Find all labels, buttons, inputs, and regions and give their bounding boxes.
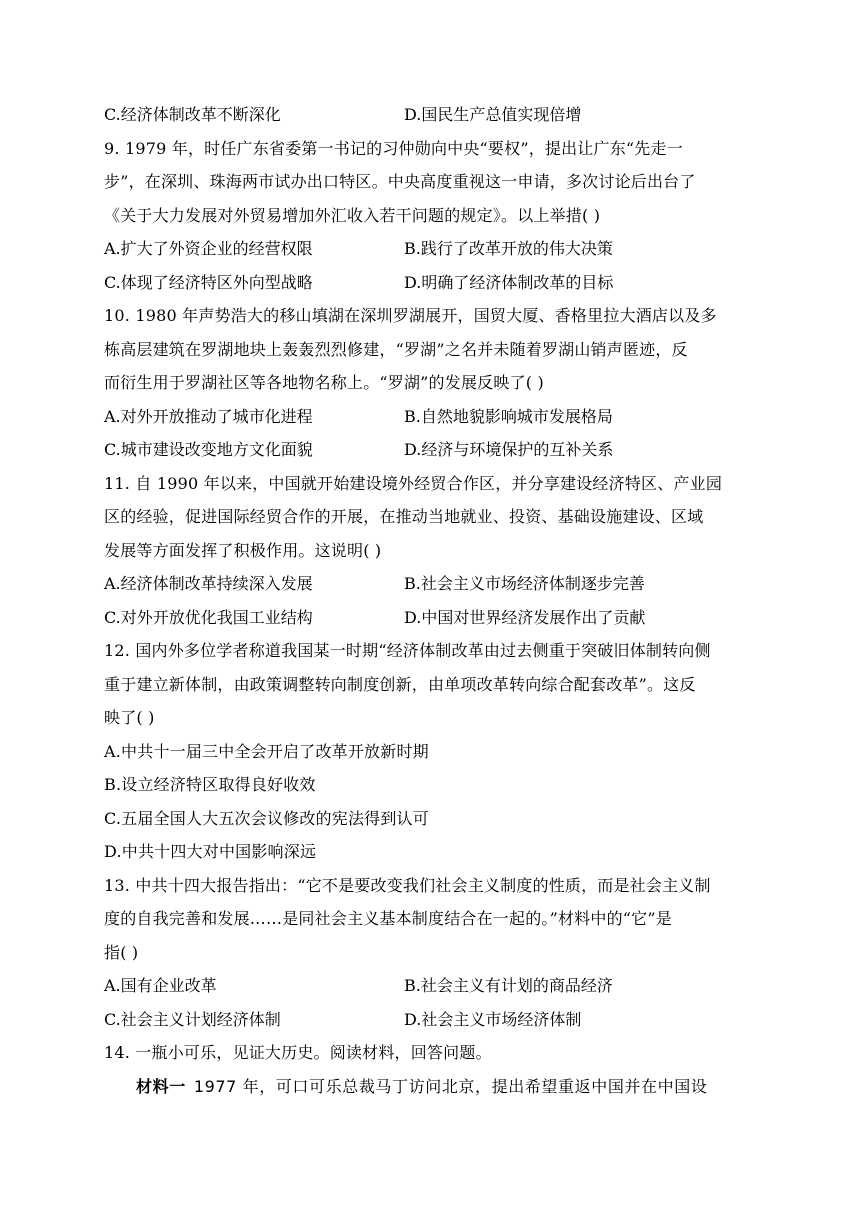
q11-option-b[interactable]: B.社会主义市场经济体制逐步完善 <box>404 574 645 593</box>
q9-option-b[interactable]: B.践行了改革开放的伟大决策 <box>404 239 613 258</box>
q12-stem-line-3: 映了( ) <box>104 708 155 727</box>
q11-option-c[interactable]: C.对外开放优化我国工业结构 <box>104 607 313 627</box>
q8-options-cd <box>104 98 764 132</box>
q11-option-a[interactable]: A.经济体制改革持续深入发展 <box>104 574 313 593</box>
q10-option-d[interactable]: D.经济与环境保护的互补关系 <box>404 440 614 459</box>
q13-option-a[interactable]: A.国有企业改革 <box>104 976 217 995</box>
q13-option-d[interactable]: D.社会主义市场经济体制 <box>404 1009 582 1029</box>
q10-options-ab <box>104 400 764 434</box>
q13-stem-line-2: 度的自我完善和发展……是同社会主义基本制度结合在一起的。”材料中的“它”是 <box>104 909 672 928</box>
material-text: 1977 年，可口可乐总裁马丁访问北京，提出希望重返中国并在中国设 <box>193 1076 708 1096</box>
q8-option-d[interactable]: D.国民生产总值实现倍增 <box>404 105 582 124</box>
q10-option-a[interactable]: A.对外开放推动了城市化进程 <box>104 406 313 426</box>
q11-stem-line-3: 发展等方面发挥了积极作用。这说明( ) <box>104 540 382 560</box>
q13-option-b[interactable]: B.社会主义有计划的商品经济 <box>404 976 613 995</box>
q10-options-cd <box>104 433 764 467</box>
q13-options-cd <box>104 1003 764 1037</box>
q13-stem-line-1: 13. 中共十四大报告指出：“它不是要改变我们社会主义制度的性质，而是社会主义制 <box>104 875 711 895</box>
q10-stem-line-3: 而衍生用于罗湖社区等各地物名称上。“罗湖”的发展反映了( ) <box>104 373 544 392</box>
q14-material-one <box>104 1070 764 1104</box>
q12-option-b[interactable]: B.设立经济特区取得良好收效 <box>104 775 316 794</box>
q11-option-d[interactable]: D.中国对世界经济发展作出了贡献 <box>404 607 646 627</box>
q12-option-d[interactable]: D.中共十四大对中国影响深远 <box>104 842 317 861</box>
q9-stem-line-1: 9. 1979 年，时任广东省委第一书记的习仲勋向中央“要权”，提出让广东“先走一 <box>104 138 683 158</box>
q10-option-c[interactable]: C.城市建设改变地方文化面貌 <box>104 440 313 459</box>
material-tag: 材料一 <box>136 1076 186 1096</box>
q13-stem-line-3: 指( ) <box>104 942 139 962</box>
q9-option-d[interactable]: D.明确了经济体制改革的目标 <box>404 272 614 292</box>
q10-stem-line-2: 栋高层建筑在罗湖地块上轰轰烈烈修建，“罗湖”之名并未随着罗湖山销声匿迹，反 <box>104 339 688 359</box>
q9-option-c[interactable]: C.体现了经济特区外向型战略 <box>104 272 313 292</box>
q13-options-ab <box>104 969 764 1003</box>
q9-stem-line-2: 步”，在深圳、珠海两市试办出口特区。中央高度重视这一申请，多次讨论后出台了 <box>104 172 696 191</box>
exam-page <box>104 98 764 1103</box>
q11-options-ab <box>104 567 764 601</box>
q10-stem-line-1: 10. 1980 年声势浩大的移山填湖在深圳罗湖展开，国贸大厦、香格里拉大酒店以及多 <box>104 306 717 325</box>
q11-options-cd <box>104 601 764 635</box>
q10-option-b[interactable]: B.自然地貌影响城市发展格局 <box>404 406 613 426</box>
q9-options-cd <box>104 266 764 300</box>
q13-option-c[interactable]: C.社会主义计划经济体制 <box>104 1009 281 1029</box>
q11-stem-line-1: 11. 自 1990 年以来，中国就开始建设境外经贸合作区，并分享建设经济特区、产业园 <box>104 473 723 493</box>
q8-option-c[interactable]: C.经济体制改革不断深化 <box>104 105 281 124</box>
q9-stem-line-3: 《关于大力发展对外贸易增加外汇收入若干问题的规定》。以上举措( ) <box>104 205 601 225</box>
q11-stem-line-2: 区的经验，促进国际经贸合作的开展，在推动当地就业、投资、基础设施建设、区域 <box>104 507 704 526</box>
q9-options-ab <box>104 232 764 266</box>
q12-option-a[interactable]: A.中共十一届三中全会开启了改革开放新时期 <box>104 741 429 761</box>
q12-stem-line-2: 重于建立新体制，由政策调整转向制度创新，由单项改革转向综合配套改革”。这反 <box>104 674 696 694</box>
q12-stem-line-1: 12. 国内外多位学者称道我国某一时期“经济体制改革由过去侧重于突破旧体制转向侧 <box>104 641 711 660</box>
q9-option-a[interactable]: A.扩大了外资企业的经营权限 <box>104 239 313 258</box>
q12-option-c[interactable]: C.五届全国人大五次会议修改的宪法得到认可 <box>104 808 429 828</box>
q14-stem: 14. 一瓶小可乐，见证大历史。阅读材料，回答问题。 <box>104 1043 492 1062</box>
